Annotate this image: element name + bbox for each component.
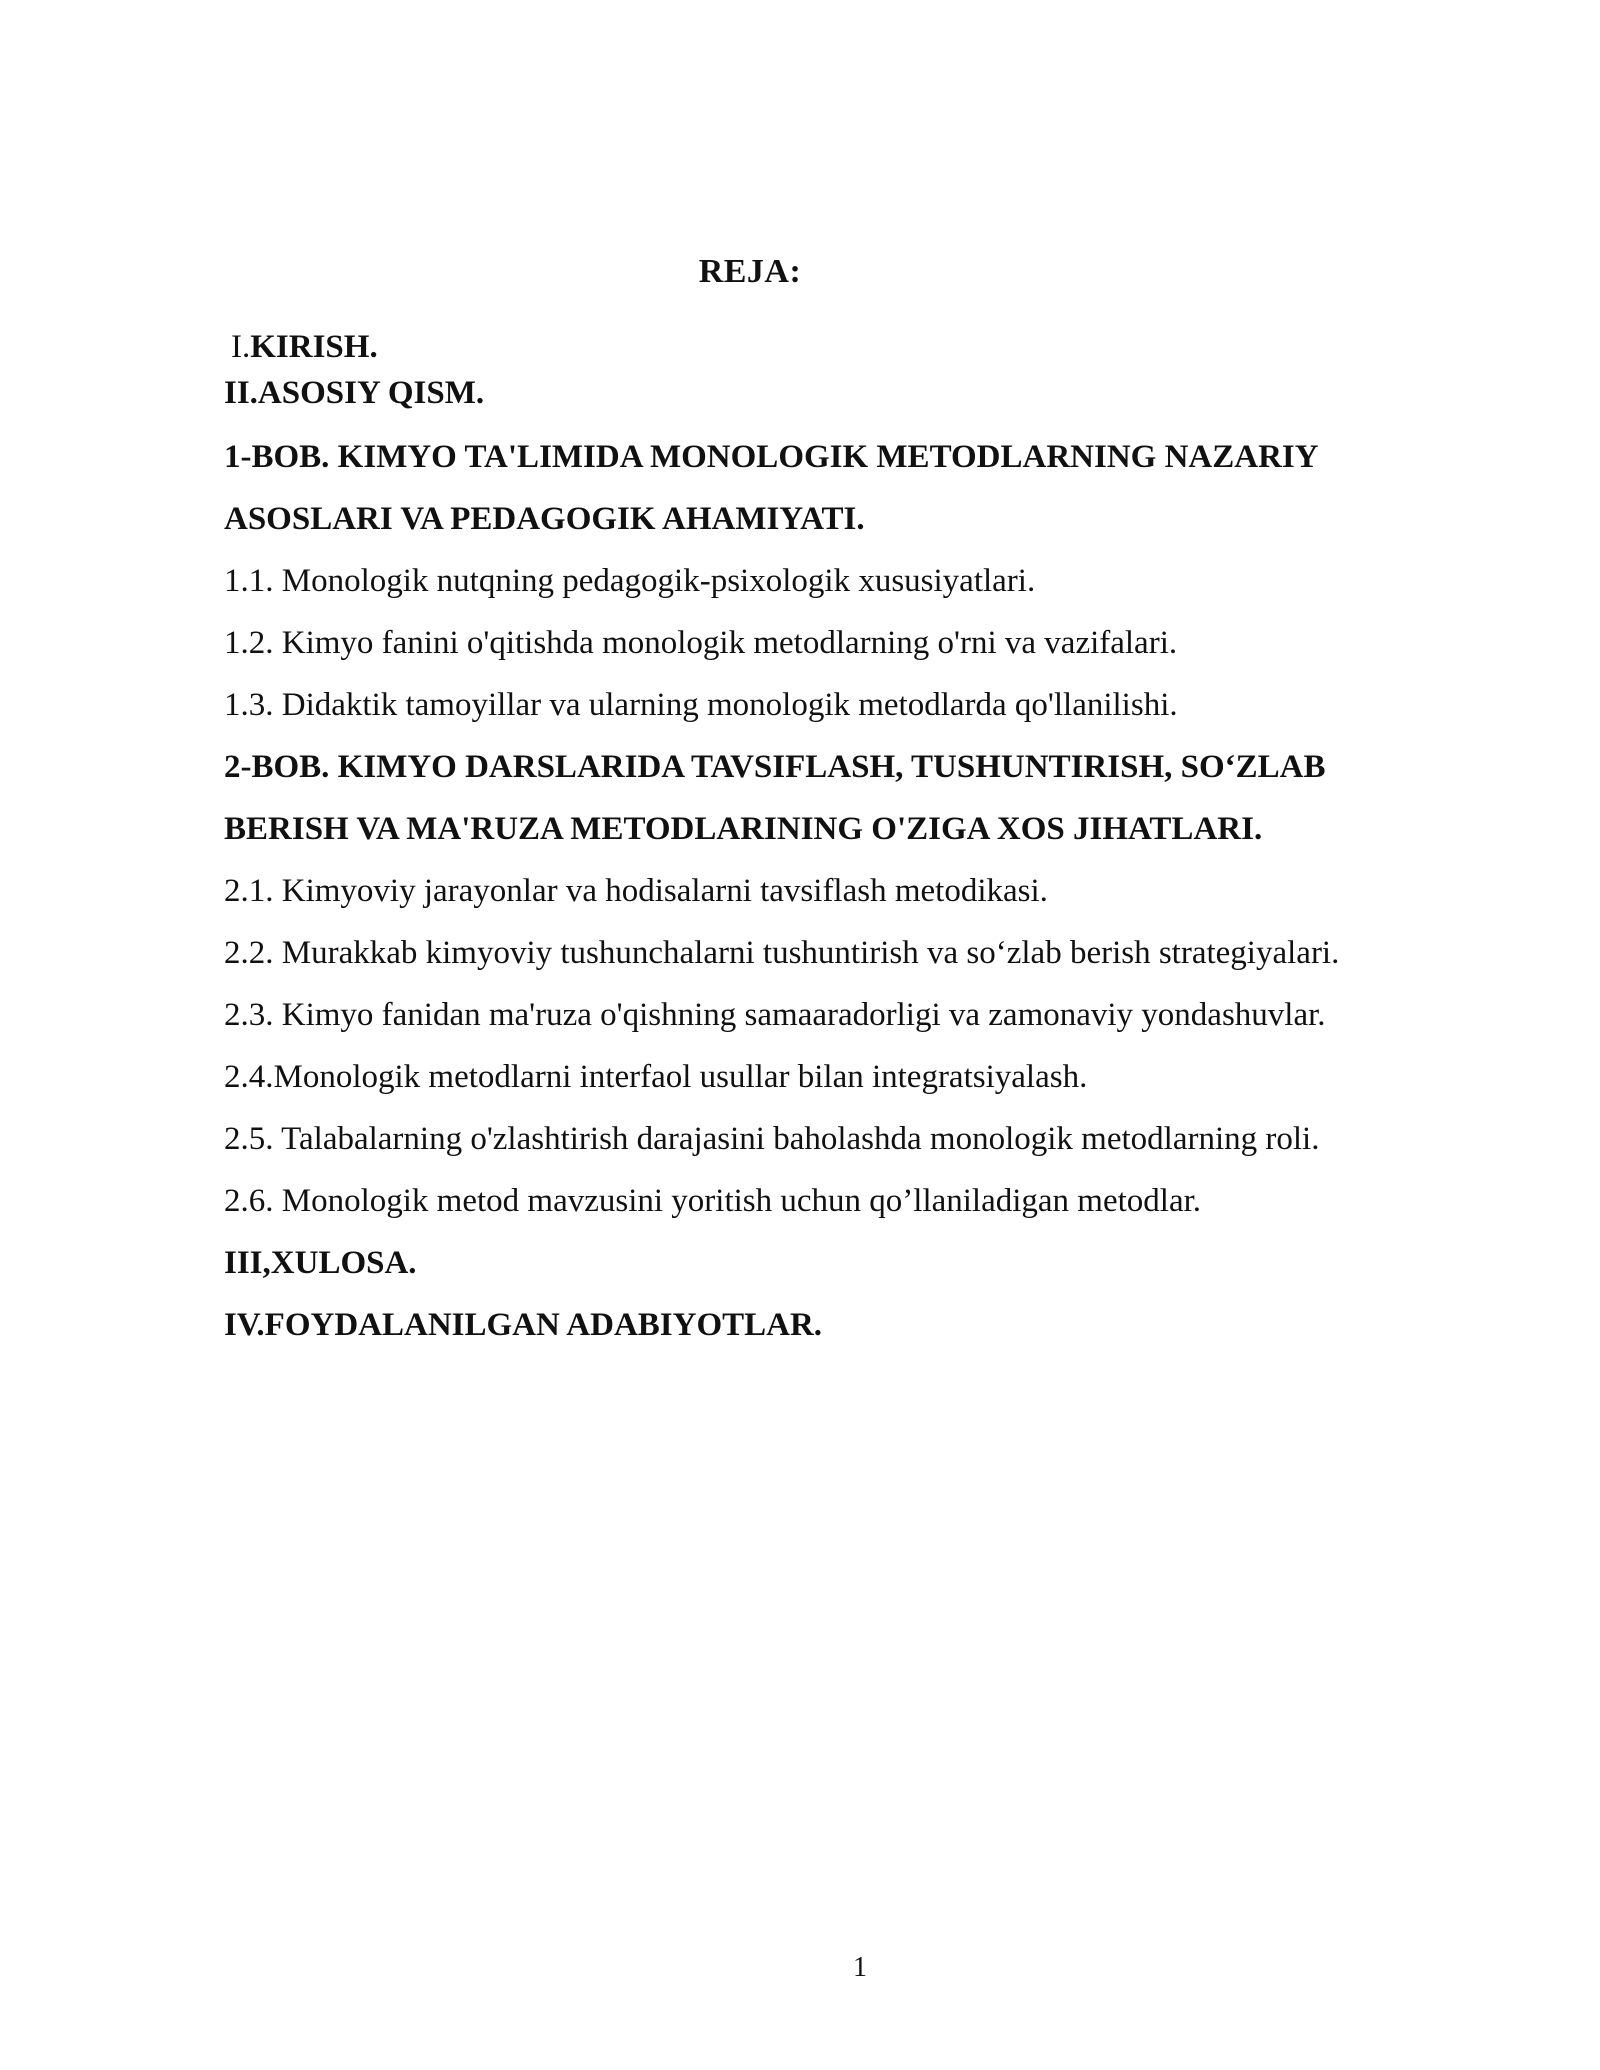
toc-section-2-5: 2.5. Talabalarning o'zlashtirish darajasini baholashda monologik metodlarning roli.: [224, 1121, 1320, 1157]
toc-section-2-4: 2.4.Monologik metodlarni interfaol usullar bilan integratsiyalash.: [224, 1059, 1088, 1095]
kirish-prefix: I.: [231, 329, 251, 365]
toc-section-1-3: 1.3. Didaktik tamoyillar va ularning monologik metodlarda qo'llanilishi.: [224, 687, 1178, 723]
chapter1-heading-line2: ASOSLARI VA PEDAGOGIK AHAMIYATI.: [224, 501, 865, 537]
kirish-label: KIRISH.: [250, 329, 378, 365]
toc-section-2-1: 2.1. Kimyoviy jarayonlar va hodisalarni tavsiflash metodikasi.: [224, 873, 1048, 909]
table-of-contents: [224, 327, 1484, 1345]
toc-item-xulosa: III,XULOSA.: [224, 1245, 417, 1281]
toc-section-2-2: 2.2. Murakkab kimyoviy tushunchalarni tushuntirish va so‘zlab berish strategiyalari.: [224, 935, 1340, 971]
toc-section-2-6: 2.6. Monologik metod mavzusini yoritish uchun qo’llaniladigan metodlar.: [224, 1183, 1202, 1219]
chapter2-heading-line2: BERISH VA MA'RUZA METODLARINING O'ZIGA XOS JIHATLARI.: [224, 811, 1263, 847]
toc-item-asosiy-qism: II.ASOSIY QISM.: [224, 375, 485, 411]
page-number: 1: [853, 1952, 867, 1983]
toc-section-2-3: 2.3. Kimyo fanidan ma'ruza o'qishning samaaradorligi va zamonaviy yondashuvlar.: [224, 997, 1326, 1033]
page-title: REJA:: [698, 253, 802, 290]
toc-section-1-1: 1.1. Monologik nutqning pedagogik-psixologik xususiyatlari.: [224, 563, 1036, 599]
toc-section-1-2: 1.2. Kimyo fanini o'qitishda monologik metodlarning o'rni va vazifalari.: [224, 625, 1178, 661]
toc-item-kirish: [231, 327, 1484, 367]
chapter1-heading-line1: 1-BOB. KIMYO TA'LIMIDA MONOLOGIK METODLARNING NAZARIY: [224, 439, 1319, 475]
chapter2-heading-line1: 2-BOB. KIMYO DARSLARIDA TAVSIFLASH, TUSHUNTIRISH, SO‘ZLAB: [224, 749, 1326, 785]
toc-item-adabiyotlar: IV.FOYDALANILGAN ADABIYOTLAR.: [224, 1307, 823, 1343]
